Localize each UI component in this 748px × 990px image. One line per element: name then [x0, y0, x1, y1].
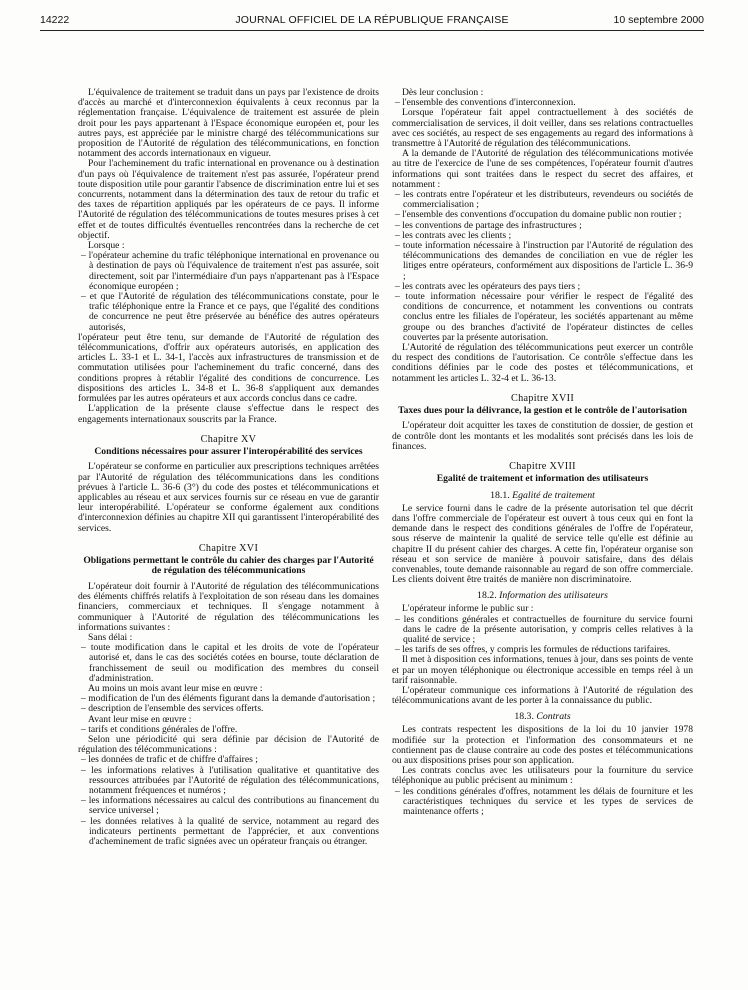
list-item: – les conditions générales d'offres, notamment les délais de fourniture et les caractéristiques techniques du service et les types de services de maintenance offerts ;	[395, 785, 693, 817]
section-number: 18.1.	[490, 489, 510, 501]
paragraph: Selon une périodicité qui sera définie par décision de l'Autorité de régulation des télécommunications :	[78, 733, 379, 756]
paragraph: Il met à disposition ces informations, tenues à jour, dans ses points de vente et par un moyen téléphonique ou électronique accessible en temps réel à un tarif raisonnable.	[392, 654, 693, 686]
paragraph: Pour l'acheminement du trafic international en provenance ou à destination d'un pays où l'équivalence de traitement n'est pas assurée, l'opérateur prend toute disposition utile pour garantir l'absence de discrimination entre lui et ses concurrents, notamment dans la détermination des taux de retour du trafic et des taxes de répartition appliqués par les opérateurs de ce pays. Il informe l'Autorité de régulation des télécommunications de toutes mesures prises à cet effet et de toutes difficultés éventuelles rencontrées dans la recherche de cet objectif.	[78, 158, 379, 241]
section-number: 18.3.	[514, 711, 534, 723]
list-item: – les informations nécessaires au calcul des contributions au financement du service universel ;	[81, 795, 379, 817]
publication-date: 10 septembre 2000	[613, 14, 704, 26]
list-item: – les contrats avec les opérateurs des pays tiers ;	[395, 280, 581, 292]
section-heading	[392, 490, 693, 501]
list-item: – et que l'Autorité de régulation des télécommunications constate, pour le trafic téléphonique entre la France et ce pays, que l'égalité des conditions de concurrence ne peut être préservée au bénéfice des autres opérateurs autorisés,	[81, 291, 379, 333]
list-item: – l'opérateur achemine du trafic téléphonique international en provenance ou à destination de pays où l'équivalence de traitement n'est pas assurée, soit directement, soit par l'intermédiaire d'un pays n'appartenant pas à l'Espace économique européen ;	[81, 250, 379, 292]
list-item: – les contrats entre l'opérateur et les distributeurs, revendeurs ou sociétés de commercialisation ;	[395, 189, 693, 211]
paragraph: Dès leur conclusion :	[402, 87, 484, 98]
paragraph: L'opérateur doit acquitter les taxes de constitution de dossier, de gestion et de contrôle dont les montants et les modalités sont précisés dans les lois de finances.	[392, 420, 693, 452]
chapter-title: Taxes dues pour la délivrance, la gestion et le contrôle de l'autorisation	[398, 404, 687, 416]
paragraph: A la demande de l'Autorité de régulation des télécommunications motivée au titre de l'exercice de l'une de ses compétences, l'opérateur fournit d'autres informations qui sont traitées dans le respect du secret des affaires, et notamment :	[392, 148, 693, 190]
section-heading	[392, 711, 693, 722]
section-title: Information des utilisateurs	[499, 590, 608, 602]
section-heading	[392, 590, 693, 601]
paragraph: Le service fourni dans le cadre de la présente autorisation tel que décrit dans l'offre commerciale de l'opérateur est ouvert à tous ceux qui en font la demande dans le respect des conditions générales de l'offre de l'opérateur, sous réserve de maintenir la qualité de service telle qu'elle est définie au chapitre II du présent cahier des charges. A cette fin, l'opérateur organise son réseau et son service de manière à pouvoir satisfaire, dans des délais convenables, toute demande raisonnable au regard de son offre commerciale. Les clients doivent être traités de manière non discriminatoire.	[392, 502, 693, 586]
list-item: – l'ensemble des conventions d'occupation du domaine public non routier ;	[395, 209, 682, 221]
chapter-label: Chapitre XVII	[510, 392, 575, 404]
paragraph: Sans délai :	[88, 631, 133, 643]
paragraph: Les contrats conclus avec les utilisateurs pour la fourniture du service téléphonique au public précisent au minimum :	[392, 765, 693, 787]
list-item: – toute modification dans le capital et les droits de vote de l'opérateur autorisé et, dans le cas des sociétés cotées en bourse, toute déclaration de franchissement de seuil ou modification des membres du conseil d'administration.	[81, 642, 379, 684]
list-item: – les conditions générales et contractuelles de fourniture du service fourni dans le cadre de la présente autorisation, y compris celles relatives à la qualité de service ;	[395, 613, 693, 645]
list-item: – description de l'ensemble des services offerts.	[81, 703, 264, 715]
chapter-label: Chapitre XVIII	[509, 461, 576, 473]
list-item: – toute information nécessaire pour vérifier le respect de l'égalité des conditions de concurrence, et notamment les conventions ou contrats conclus entre les filiales de l'opérateur, les sociétés appartenant au même groupe ou des branches d'activité de l'opérateur distinctes de celles couvertes par la présente autorisation.	[395, 291, 693, 343]
chapter-label: Chapitre XV	[200, 433, 257, 445]
section-title: Egalité de traitement	[512, 489, 595, 501]
paragraph: Avant leur mise en œuvre :	[88, 713, 192, 725]
right-column	[392, 88, 693, 817]
section-number: 18.2.	[477, 590, 497, 602]
paragraph: Lorsque :	[88, 240, 125, 252]
paragraph: L'opérateur communique ces informations à l'Autorité de régulation des télécommunications avant de les porter à la connaissance du public.	[392, 684, 693, 707]
list-item: – tarifs et conditions générales de l'offre.	[81, 723, 238, 735]
list-item: – les conventions de partage des infrastructures ;	[395, 219, 582, 231]
paragraph: L'application de la présente clause s'effectue dans le respect des engagements internationaux souscrits par la France.	[78, 403, 379, 425]
chapter-label: Chapitre XVI	[198, 542, 259, 554]
left-column	[78, 88, 379, 847]
paragraph: l'opérateur peut être tenu, sur demande de l'Autorité de régulation des télécommunications, d'offrir aux opérateurs autorisés, en application des articles L. 33-1 et L. 34-1, l'accès aux infrastructures de transmission et de commutation utilisées pour l'acheminement du trafic concerné, dans des conditions propres à rétablir l'égalité des conditions de concurrence. Les dispositions des articles L. 34-8 et L. 36-8 s'appliquent aux demandes formulées par les autres opérateurs et aux accords conclus dans ce cadre.	[78, 331, 379, 405]
journal-title: JOURNAL OFFICIEL DE LA RÉPUBLIQUE FRANÇAISE	[235, 14, 509, 26]
chapter-title: Obligations permettant le contrôle du cahier des charges par l'Autorité de régulation des télécommunications	[83, 554, 374, 577]
paragraph: Lorsque l'opérateur fait appel contractuellement à des sociétés de commercialisation de services, il doit veiller, dans ses relations contractuelles avec ces sociétés, au respect de ses engagements au regard des informations à transmettre à l'Autorité de régulation des télécommunications.	[392, 107, 693, 150]
chapter-title: Egalité de traitement et information des utilisateurs	[436, 473, 649, 485]
page-number: 14222	[40, 14, 70, 26]
paragraph: L'équivalence de traitement se traduit dans un pays par l'existence de droits d'accès au marché et d'interconnexion équivalents à ceux reconnus par la réglementation française. L'équivalence de traitement est assurée de plein droit pour les pays appartenant à l'Espace économique européen et, pour les autres pays, est appréciée par le ministre chargé des télécommunications sur proposition de l'Autorité de régulation des télécommunications, en fonction notamment des accords internationaux en vigueur.	[78, 87, 379, 160]
list-item: – les informations relatives à l'utilisation qualitative et quantitative des ressources attribuées par l'Autorité de régulation des télécommunications, notamment fréquences et numéros ;	[81, 764, 379, 796]
list-item: – les contrats avec les clients ;	[395, 229, 512, 241]
paragraph: L'opérateur doit fournir à l'Autorité de régulation des télécommunications des éléments chiffrés relatifs à l'exploitation de son réseau dans les domaines financiers, commerciaux et techniques. Il s'engage notamment à communiquer à l'Autorité de régulation des télécommunications les informations suivantes :	[78, 580, 379, 633]
section-title: Contrats	[536, 711, 571, 723]
paragraph: L'opérateur se conforme en particulier aux prescriptions techniques arrêtées par l'Autorité de régulation des télécommunications dans les conditions prévues à l'article L. 36-6 (3°) du code des postes et télécommunications et applicables au réseau et aux services fournis sur ce réseau en vue de garantir leur interopérabilité. L'opérateur se conforme également aux conditions d'interconnexion définies au chapitre XII qui garantissent l'interopérabilité des services.	[78, 461, 379, 534]
list-item: – l'ensemble des conventions d'interconnexion.	[395, 97, 576, 109]
list-item: – modification de l'un des éléments figurant dans la demande d'autorisation ;	[81, 693, 376, 705]
page-header	[40, 12, 704, 31]
list-item: – toute information nécessaire à l'instruction par l'Autorité de régulation des télécommunications des demandes de conciliation en vue de régler les litiges entre opérateurs, conformément aux dispositions de l'article L. 36-9 ;	[395, 240, 693, 282]
chapter-title: Conditions nécessaires pour assurer l'interopérabilité des services	[94, 445, 363, 457]
paragraph: L'opérateur informe le public sur :	[402, 603, 534, 615]
list-item: – les données de trafic et de chiffre d'affaires ;	[81, 754, 258, 766]
paragraph: Les contrats respectent les dispositions de la loi du 10 janvier 1978 modifiée sur la protection et l'information des consommateurs et ne contiennent pas de clause contraire au code des postes et télécommunications ou aux dispositions prises pour son application.	[392, 724, 693, 766]
paragraph: L'Autorité de régulation des télécommunications peut exercer un contrôle du respect des conditions de l'autorisation. Ce contrôle s'effectue dans les conditions définies par le code des postes et télécommunications, et notamment les articles L. 32-4 et L. 36-13.	[392, 342, 693, 384]
paragraph: Au moins un mois avant leur mise en œuvre :	[88, 682, 263, 694]
list-item: – les tarifs de ses offres, y compris les formules de réductions tarifaires.	[395, 644, 671, 656]
list-item: – les données relatives à la qualité de service, notamment au regard des indicateurs pertinents permettant de l'apprécier, et aux conventions d'acheminement de trafic signées avec un opérateur français ou étranger.	[81, 815, 379, 847]
